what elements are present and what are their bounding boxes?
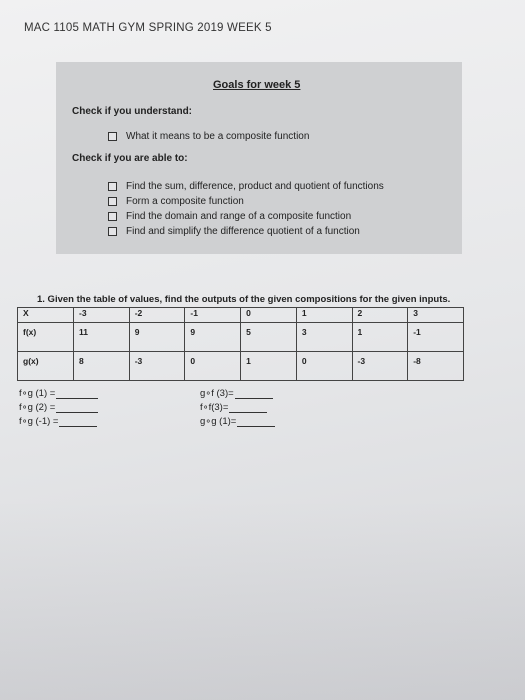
checklist-item[interactable] (108, 224, 384, 239)
checkbox-icon[interactable] (108, 182, 117, 191)
table-cell: 8 (74, 352, 130, 381)
checklist-item[interactable] (108, 179, 384, 194)
table-cell: f(x) (18, 323, 74, 352)
checklist-item-label: Find the sum, difference, product and quotient of functions (126, 181, 384, 192)
table-header-cell: -1 (185, 308, 241, 323)
table-header-cell: X (18, 308, 74, 323)
checklist-item[interactable] (108, 194, 384, 209)
table-header-cell: -2 (129, 308, 185, 323)
table-cell: 1 (352, 323, 408, 352)
checklist-item-label: Find the domain and range of a composite function (126, 211, 352, 222)
checkbox-icon[interactable] (108, 197, 117, 206)
goals-title: Goals for week 5 (213, 79, 301, 91)
composition-item (200, 399, 275, 413)
table-cell: 9 (129, 323, 185, 352)
table-cell: 5 (241, 323, 297, 352)
composition-label: f∘f(3)= (200, 402, 229, 413)
table-header-row (18, 308, 464, 323)
composition-item (200, 385, 275, 399)
understand-heading: Check if you understand: (72, 106, 193, 117)
able-heading: Check if you are able to: (72, 153, 188, 164)
right-composition-list (200, 385, 275, 427)
problem-statement: 1. Given the table of values, find the outputs of the given compositions for the given inputs. (37, 294, 451, 305)
understand-checklist (108, 129, 309, 144)
answer-blank[interactable] (56, 389, 98, 399)
table-cell: -3 (352, 352, 408, 381)
checklist-item-label: Form a composite function (126, 196, 244, 207)
answer-blank[interactable] (229, 403, 267, 413)
table-cell: g(x) (18, 352, 74, 381)
composition-label: f∘g (2) = (19, 402, 56, 413)
answer-blank[interactable] (237, 417, 275, 427)
answer-blank[interactable] (59, 417, 97, 427)
table-cell: -1 (408, 323, 464, 352)
table-header-cell: 3 (408, 308, 464, 323)
table-cell: 11 (74, 323, 130, 352)
page-shadow (0, 500, 525, 700)
checkbox-icon[interactable] (108, 132, 117, 141)
checklist-item-label: What it means to be a composite function (126, 131, 310, 142)
answer-blank[interactable] (235, 389, 273, 399)
table-cell: 0 (296, 352, 352, 381)
table-header-cell: 2 (352, 308, 408, 323)
table-cell: 0 (185, 352, 241, 381)
checkbox-icon[interactable] (108, 212, 117, 221)
worksheet-header: MAC 1105 MATH GYM SPRING 2019 WEEK 5 (24, 22, 272, 34)
composition-label: g∘f (3)= (200, 388, 234, 399)
table-cell: -8 (408, 352, 464, 381)
checkbox-icon[interactable] (108, 227, 117, 236)
table-header-cell: 0 (241, 308, 297, 323)
composition-label: f∘g (1) = (19, 388, 56, 399)
answer-blank[interactable] (56, 403, 98, 413)
checklist-item[interactable] (108, 129, 309, 144)
composition-item (200, 413, 275, 427)
table-cell: -3 (129, 352, 185, 381)
checklist-item[interactable] (108, 209, 384, 224)
table-cell: 9 (185, 323, 241, 352)
table-cell: 3 (296, 323, 352, 352)
composition-label: f∘g (-1) = (19, 416, 59, 427)
table-header-cell: 1 (296, 308, 352, 323)
composition-label: g∘g (1)= (200, 416, 237, 427)
composition-item (19, 385, 98, 399)
table-row (18, 352, 464, 381)
left-composition-list (19, 385, 98, 427)
composition-item (19, 413, 98, 427)
table-cell: 1 (241, 352, 297, 381)
table-row (18, 323, 464, 352)
able-checklist (108, 179, 384, 239)
table-header-cell: -3 (74, 308, 130, 323)
checklist-item-label: Find and simplify the difference quotient of a function (126, 226, 360, 237)
values-table (17, 307, 464, 381)
composition-item (19, 399, 98, 413)
